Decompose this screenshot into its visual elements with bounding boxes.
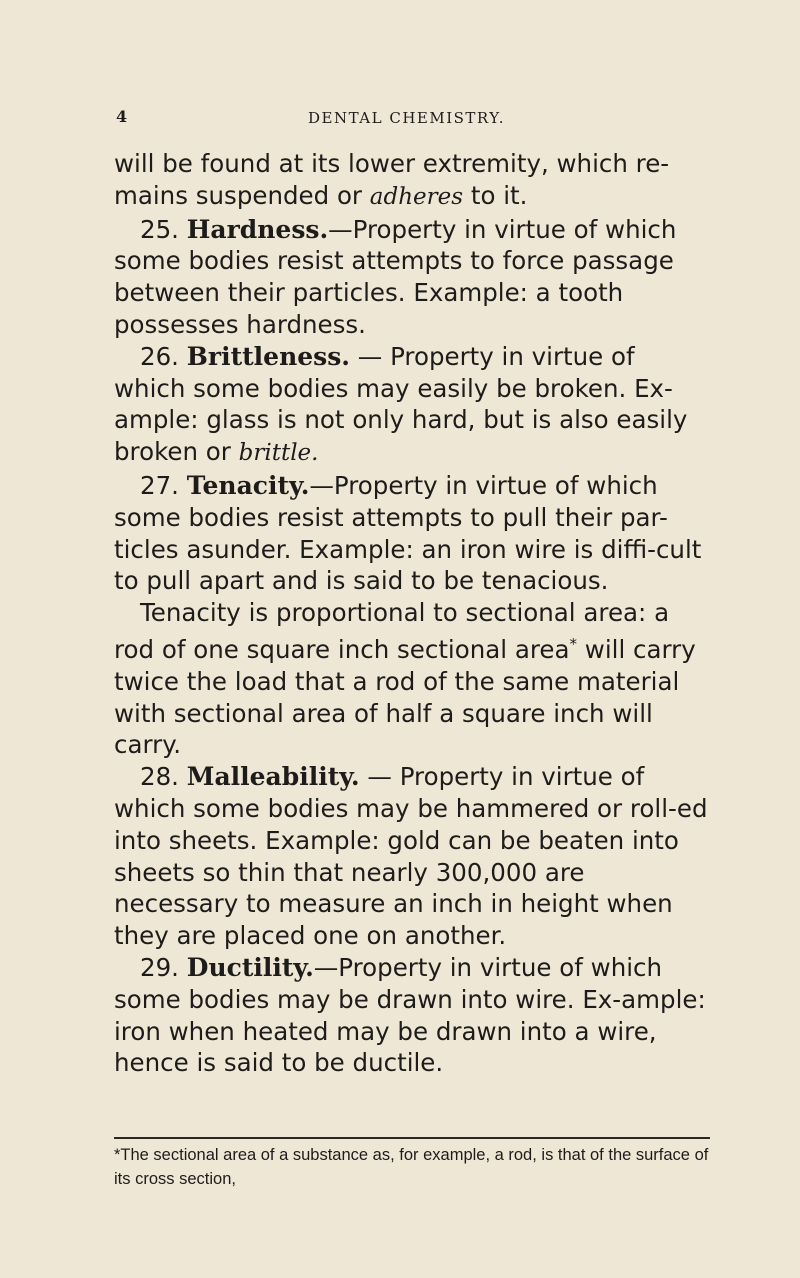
section-number: 29. (140, 952, 179, 982)
section-26-brittleness (114, 341, 710, 470)
footnote-divider (114, 1137, 710, 1139)
section-number: 27. (140, 470, 179, 500)
section-number: 28. (140, 762, 179, 792)
section-number: 25. (140, 214, 179, 244)
italic-term-adheres: adheres (369, 183, 464, 210)
continuation-paragraph: will be found at its lower extremity, which re-mains suspended or adheres to it. (114, 149, 670, 210)
section-text: —Property in virtue of which some bodies resist attempts to force passage between their particles. Example: a tooth possesses hardness. (114, 214, 677, 339)
section-term: Malleability. (186, 762, 360, 792)
italic-term-brittle: brittle. (238, 440, 319, 467)
section-term: Ductility. (186, 952, 314, 982)
section-term: Tenacity. (186, 470, 310, 500)
section-text: —Property in virtue of which some bodies resist attempts to pull their par-ticles asunder. Example: an iron wire is diffi-cult to pull apart and is said to be tenacious. (114, 470, 702, 596)
section-number: 26. (140, 341, 179, 371)
section-25-hardness (114, 214, 710, 341)
section-text: — Property in virtue of which some bodies may easily be broken. Ex-ample: glass is not only hard, but is also easily broken or (114, 341, 688, 467)
section-text: — Property in virtue of which some bodies may be hammered or roll-ed into sheets. Example: gold can be beaten into sheets so thin that nearly 300,000 are necessary to measure an inch in height when they are placed one on another. (114, 762, 708, 951)
page-number: 4 (116, 107, 128, 126)
page-header (0, 107, 800, 137)
body-text (114, 148, 710, 1079)
section-29-ductility (114, 952, 710, 1079)
tenacity-paragraph: Tenacity is proportional to sectional area: a rod of one square inch sectional area* will carry twice the load that a rod of the same material with sectional area of half a square inch will carry. (114, 598, 696, 760)
running-head: DENTAL CHEMISTRY. (308, 109, 505, 127)
section-28-malleability (114, 761, 710, 952)
footnote-marker: * (569, 634, 577, 653)
section-text: —Property in virtue of which some bodies may be drawn into wire. Ex-ample: iron when heated may be drawn into a wire, hence is said to be ductile. (114, 952, 706, 1078)
section-term: Hardness. (186, 214, 329, 244)
section-term: Brittleness. (186, 341, 350, 371)
footnote: *The sectional area of a substance as, for example, a rod, is that of the surface of its cross section, (114, 1146, 709, 1188)
section-27-tenacity (114, 470, 710, 597)
